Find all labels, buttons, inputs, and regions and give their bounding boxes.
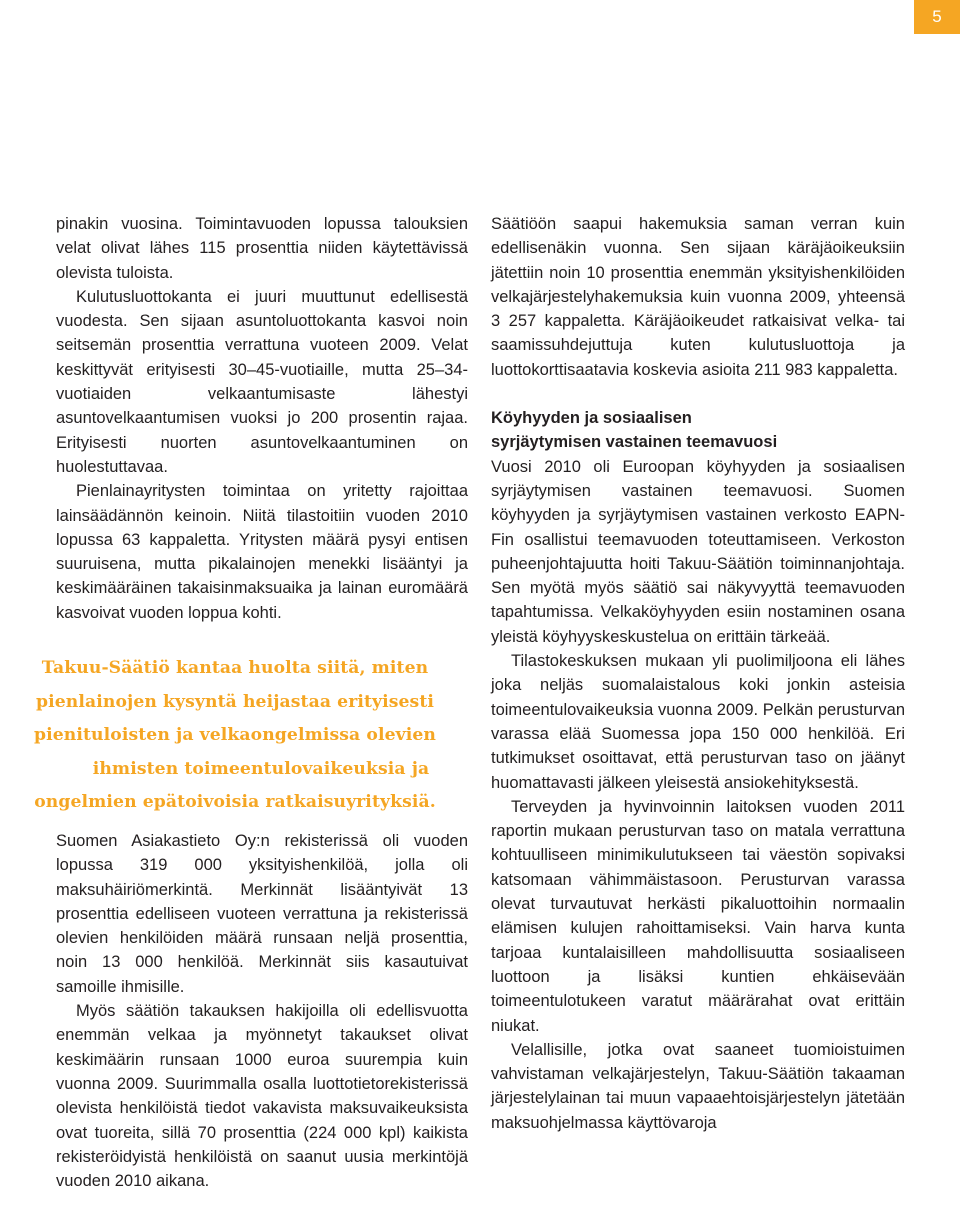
paragraph: Vuosi 2010 oli Euroopan köyhyyden ja sosiaalisen syrjäytymisen vastainen teemavuosi. Suomen köyhyyden ja syrjäytymisen vastainen verkosto EAPN-Fin osallistui teemavuoden toteuttamiseen. Verkoston puheenjohtajuutta hoiti Takuu-Säätiön toiminnanjohtaja. Sen myötä myös säätiö sai näkyvyyttä teemavuoden tapahtumissa. Velkaköyhyyden esiin nostaminen osana yleistä köyhyyskeskustelua on erittäin tärkeää.	[491, 457, 905, 646]
paragraph: Terveyden ja hyvinvoinnin laitoksen vuoden 2011 raportin mukaan perusturvan taso on matala verrattuna kohtuulliseen minimikulutukseen tai väestön sopivaksi katsomaan vähimmäistasoon. Perusturvan varassa olevat turvautuvat herkästi pikaluottoihin normaalin elämisen kulujen rahoittamiseksi. Vain harva kunta tarjoaa kuntalaisilleen mahdollisuutta sosiaaliseen luottoon ja lisäksi kuntien ehkäisevään toimeentulotukeen varatut määrärahat ovat erittäin niukat.	[491, 797, 905, 1035]
paragraph: Velallisille, jotka ovat saaneet tuomioistuimen vahvistaman velkajärjestelyn, Takuu-Säätiön takaaman järjestelylainan tai muun vapaaehtoisjärjestelyn jätetään maksuohjelmassa käyttövaroja	[491, 1040, 905, 1132]
paragraph: Suomen Asiakastieto Oy:n rekisterissä oli vuoden lopussa 319 000 yksityishenkilöä, jolla oli maksuhäiriömerkintä. Merkinnät lisääntyivät 13 prosenttia edelliseen vuoteen verrattuna ja rekisterissä olevien henkilöiden määrä runsaan neljä prosenttia, noin 13 000 henkilöä. Merkinnät siis kasautuivat samoille ihmisille.	[56, 832, 468, 996]
pull-quote-line: ongelmien epätoivoisia ratkaisuyrityksiä.	[34, 792, 436, 813]
paragraph: Säätiöön saapui hakemuksia saman verran kuin edellisenäkin vuonna. Sen sijaan käräjäoikeuksiin jätettiin noin 10 prosenttia enemmän yksityishenkilöiden velkajärjestelyhakemuksia kuin vuonna 2009, yhteensä 3 257 kappaletta. Käräjäoikeudet ratkaisivat velka- tai saamissuhdejuttuja kuten kulutusluottoja ja luottokorttisaatavia koskevia asioita 211 983 kappaletta.	[491, 215, 905, 379]
paragraph: Myös säätiön takauksen hakijoilla oli edellisvuotta enemmän velkaa ja myönnetyt takaukset olivat keskimäärin runsaan 1000 euroa suurempia kuin vuonna 2009. Suurimmalla osalla luottotietorekisterissä olevista henkilöistä tiedot vakavista maksuvaikeuksista ovat tuoreita, sillä 70 prosenttia (224 000 kpl) kaikista rekisteröidyistä henkilöistä on saanut uusia merkintöjä vuoden 2010 aikana.	[56, 1002, 468, 1191]
pull-quote-line: Takuu-Säätiö kantaa huolta siitä, miten	[41, 658, 429, 678]
left-column-top	[56, 212, 468, 625]
section-heading-line: syrjäytymisen vastainen teemavuosi	[491, 433, 778, 452]
paragraph: Kulutusluottokanta ei juuri muuttunut edellisestä vuodesta. Sen sijaan asuntoluottokanta kasvoi noin seitsemän prosenttia verrattuna vuoteen 2009. Velat keskittyvät erityisesti 30–45-vuotiaille, mutta 25–34-vuotiaiden velkaantumisaste lähestyi asuntovelkaantumisen vuoksi jo 200 prosentin rajaa. Erityisesti nuorten asuntovelkaantuminen on huolestuttavaa.	[56, 287, 468, 476]
pull-quote-line: pienlainojen kysyntä heijastaa erityisesti	[35, 691, 434, 712]
page-number: 5	[914, 0, 960, 34]
pull-quote	[0, 652, 470, 820]
section-heading-line: Köyhyyden ja sosiaalisen	[491, 409, 692, 428]
right-column	[491, 212, 905, 1135]
paragraph: pinakin vuosina. Toimintavuoden lopussa talouksien velat olivat lähes 115 prosenttia niiden käytettävissä olevista tuloista.	[56, 215, 468, 282]
pull-quote-line: ihmisten toimeentulovaikeuksia ja	[92, 758, 430, 779]
left-column-bottom	[56, 829, 468, 1193]
section-heading	[491, 406, 905, 455]
spacer	[491, 382, 905, 406]
paragraph: Pienlainayritysten toimintaa on yritetty rajoittaa lainsäädännön keinoin. Niitä tilastoitiin vuoden 2010 lopussa 63 kappaletta. Yritysten määrä pysyi entisen suuruisena, mutta pikalainojen menekki lisääntyi ja keskimääräinen takaisinmaksuaika ja lainan euromäärä kasvoivat vuoden loppua kohti.	[56, 482, 468, 622]
pull-quote-line: pienituloisten ja velkaongelmissa olevien	[34, 725, 436, 746]
paragraph: Tilastokeskuksen mukaan yli puolimiljoona eli lähes joka neljäs suomalaistalous koki jonkin asteisia toimeentulovaikeuksia vuonna 2009. Pelkän perusturvan varassa elää Suomessa jopa 150 000 henkilöä. Eri tutkimukset osoittavat, että perusturvan taso on jäänyt huomattavasti jälkeen yleisestä ansiokehityksestä.	[491, 652, 905, 792]
